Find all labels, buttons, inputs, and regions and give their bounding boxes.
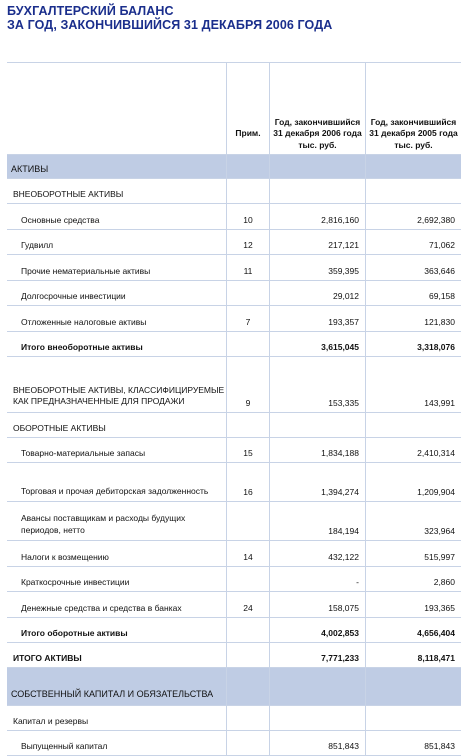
row-note: 10 bbox=[227, 204, 270, 230]
row-value-2006 bbox=[270, 412, 366, 437]
row-value-2005 bbox=[366, 412, 461, 437]
row-value-2005: 515,997 bbox=[366, 541, 461, 567]
row-value-2006: 153,335 bbox=[270, 356, 366, 412]
row-note bbox=[227, 502, 270, 541]
row-value-2006: 193,357 bbox=[270, 306, 366, 332]
table-row bbox=[7, 541, 461, 567]
row-label: Долгосрочные инвестиции bbox=[7, 280, 227, 306]
row-note: 9 bbox=[227, 356, 270, 412]
row-value-2005: 3,318,076 bbox=[366, 331, 461, 356]
report-title-line-1: БУХГАЛТЕРСКИЙ БАЛАНС bbox=[7, 4, 457, 18]
table-row bbox=[7, 502, 461, 541]
row-value-2005 bbox=[366, 667, 461, 705]
row-label: ВНЕОБОРОТНЫЕ АКТИВЫ, КЛАССИФИЦИРУЕМЫЕ КАК ПРЕДНАЗНАЧЕННЫЕ ДЛЯ ПРОДАЖИ bbox=[7, 356, 227, 412]
header-col-2005-text: Год, закончившийся 31 декабря 2005 года bbox=[366, 117, 461, 140]
row-value-2005: 851,843 bbox=[366, 730, 461, 756]
row-label: Прочие нематериальные активы bbox=[7, 255, 227, 281]
row-label: Отложенные налоговые активы bbox=[7, 306, 227, 332]
row-value-2006: 2,816,160 bbox=[270, 204, 366, 230]
row-value-2006: 1,394,274 bbox=[270, 463, 366, 502]
header-col-2006 bbox=[270, 63, 366, 155]
row-value-2006: 217,121 bbox=[270, 229, 366, 255]
section-band-row bbox=[7, 155, 461, 179]
row-note bbox=[227, 412, 270, 437]
row-value-2006: 851,843 bbox=[270, 730, 366, 756]
row-value-2005 bbox=[366, 155, 461, 179]
row-value-2006: 7,771,233 bbox=[270, 642, 366, 667]
row-label: Гудвилл bbox=[7, 229, 227, 255]
row-label: Краткосрочные инвестиции bbox=[7, 566, 227, 592]
row-note bbox=[227, 566, 270, 592]
row-value-2006 bbox=[270, 705, 366, 730]
row-label: Авансы поставщикам и расходы будущих периодов, нетто bbox=[7, 502, 227, 541]
row-label: Итого оборотные активы bbox=[7, 617, 227, 642]
table-row bbox=[7, 566, 461, 592]
table-row bbox=[7, 255, 461, 281]
header-note: Прим. bbox=[227, 63, 270, 155]
row-note bbox=[227, 179, 270, 204]
row-label: Налоги к возмещению bbox=[7, 541, 227, 567]
row-value-2005: 2,860 bbox=[366, 566, 461, 592]
table-row bbox=[7, 306, 461, 332]
row-value-2005: 363,646 bbox=[366, 255, 461, 281]
row-value-2006 bbox=[270, 667, 366, 705]
row-value-2005: 121,830 bbox=[366, 306, 461, 332]
row-label: Товарно-материальные запасы bbox=[7, 437, 227, 463]
row-label: Денежные средства и средства в банках bbox=[7, 592, 227, 618]
row-value-2006: 359,395 bbox=[270, 255, 366, 281]
row-label: СОБСТВЕННЫЙ КАПИТАЛ И ОБЯЗАТЕЛЬСТВА bbox=[7, 667, 227, 705]
row-value-2005: 1,209,904 bbox=[366, 463, 461, 502]
row-label: Основные средства bbox=[7, 204, 227, 230]
row-note bbox=[227, 667, 270, 705]
table-row bbox=[7, 280, 461, 306]
row-note: 15 bbox=[227, 437, 270, 463]
row-note: 11 bbox=[227, 255, 270, 281]
table-row bbox=[7, 229, 461, 255]
section-header-row bbox=[7, 412, 461, 437]
row-value-2006: 29,012 bbox=[270, 280, 366, 306]
row-note: 24 bbox=[227, 592, 270, 618]
row-value-2006: 4,002,853 bbox=[270, 617, 366, 642]
section-header-row bbox=[7, 705, 461, 730]
row-value-2006: 158,075 bbox=[270, 592, 366, 618]
row-note bbox=[227, 155, 270, 179]
row-note bbox=[227, 730, 270, 756]
header-label-cell bbox=[7, 63, 227, 155]
subtotal-row bbox=[7, 617, 461, 642]
table-row bbox=[7, 204, 461, 230]
row-value-2005 bbox=[366, 705, 461, 730]
row-label: Выпущенный капитал bbox=[7, 730, 227, 756]
row-note bbox=[227, 280, 270, 306]
header-col-2006-text: Год, закончившийся 31 декабря 2006 года bbox=[270, 117, 365, 140]
row-note: 12 bbox=[227, 229, 270, 255]
row-label: ИТОГО АКТИВЫ bbox=[7, 642, 227, 667]
row-value-2005: 69,158 bbox=[366, 280, 461, 306]
balance-sheet-table bbox=[7, 62, 461, 756]
row-label: Итого внеоборотные активы bbox=[7, 331, 227, 356]
row-value-2005: 4,656,404 bbox=[366, 617, 461, 642]
row-value-2006: 432,122 bbox=[270, 541, 366, 567]
row-note bbox=[227, 642, 270, 667]
row-value-2005 bbox=[366, 179, 461, 204]
row-value-2006: 3,615,045 bbox=[270, 331, 366, 356]
row-value-2005: 143,991 bbox=[366, 356, 461, 412]
row-label: ОБОРОТНЫЕ АКТИВЫ bbox=[7, 412, 227, 437]
table-row bbox=[7, 730, 461, 756]
row-value-2005: 71,062 bbox=[366, 229, 461, 255]
table-row bbox=[7, 437, 461, 463]
header-col-2006-unit: тыс. руб. bbox=[270, 140, 365, 154]
row-value-2005: 193,365 bbox=[366, 592, 461, 618]
section-band-row bbox=[7, 667, 461, 705]
grand-total-row bbox=[7, 642, 461, 667]
report-title bbox=[7, 4, 457, 32]
row-value-2005: 323,964 bbox=[366, 502, 461, 541]
table-row bbox=[7, 356, 461, 412]
row-note: 7 bbox=[227, 306, 270, 332]
subtotal-row bbox=[7, 331, 461, 356]
row-value-2006 bbox=[270, 155, 366, 179]
row-note bbox=[227, 331, 270, 356]
row-value-2006: - bbox=[270, 566, 366, 592]
row-label: Капитал и резервы bbox=[7, 705, 227, 730]
header-col-2005 bbox=[366, 63, 461, 155]
row-label: АКТИВЫ bbox=[7, 155, 227, 179]
row-note: 16 bbox=[227, 463, 270, 502]
report-title-line-2: ЗА ГОД, ЗАКОНЧИВШИЙСЯ 31 ДЕКАБРЯ 2006 ГОДА bbox=[7, 18, 457, 32]
row-value-2006 bbox=[270, 179, 366, 204]
table-row bbox=[7, 463, 461, 502]
header-col-2005-unit: тыс. руб. bbox=[366, 140, 461, 154]
row-note bbox=[227, 705, 270, 730]
row-value-2005: 8,118,471 bbox=[366, 642, 461, 667]
row-value-2005: 2,410,314 bbox=[366, 437, 461, 463]
row-value-2006: 184,194 bbox=[270, 502, 366, 541]
row-note: 14 bbox=[227, 541, 270, 567]
row-label: ВНЕОБОРОТНЫЕ АКТИВЫ bbox=[7, 179, 227, 204]
row-value-2006: 1,834,188 bbox=[270, 437, 366, 463]
row-value-2005: 2,692,380 bbox=[366, 204, 461, 230]
section-header-row bbox=[7, 179, 461, 204]
row-note bbox=[227, 617, 270, 642]
row-label: Торговая и прочая дебиторская задолженность bbox=[7, 463, 227, 502]
table-row bbox=[7, 592, 461, 618]
table-header-row bbox=[7, 63, 461, 155]
